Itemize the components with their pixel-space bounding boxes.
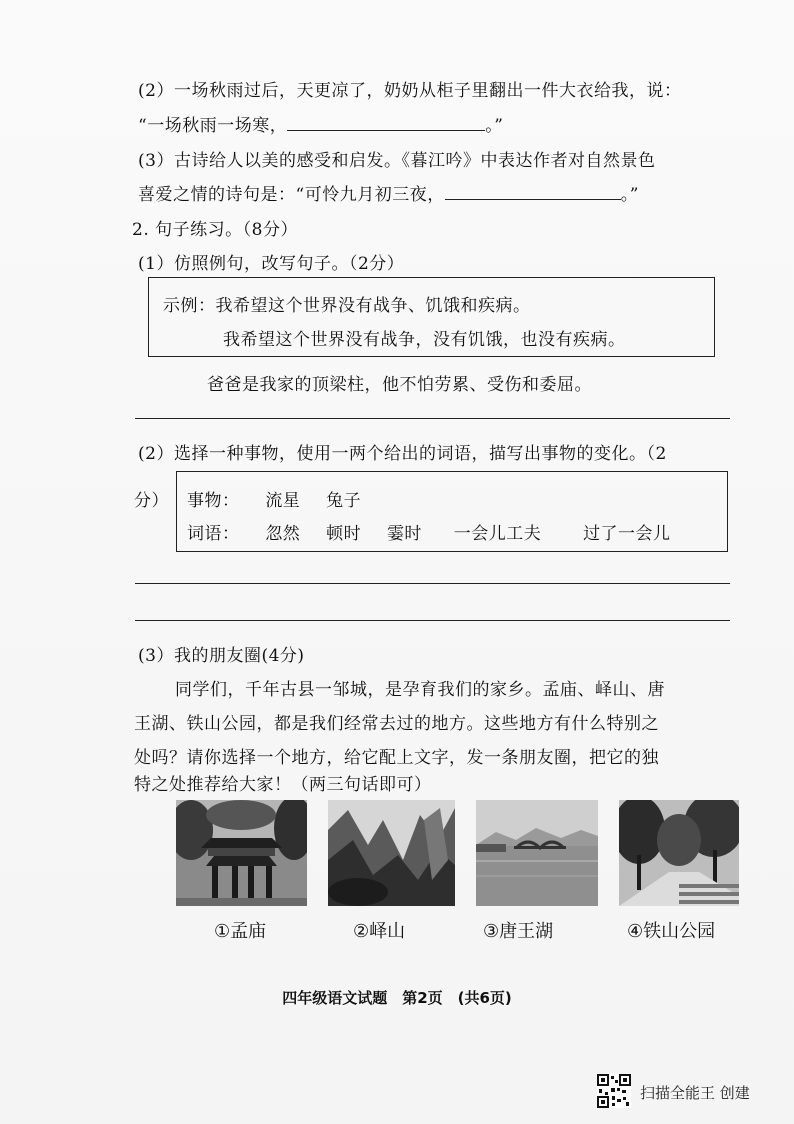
q2-sub2-instruction: (2）选择一种事物，使用一两个给出的词语，描写出事物的变化。（2 [138,444,667,464]
answer-blank-2[interactable] [445,185,621,200]
photo-tieshan-park [619,800,739,906]
q2-sub1-instruction: (1）仿照例句，改写句子。（2分） [138,254,405,274]
caption-tangwanghu: ③唐王湖 [483,921,554,942]
caption-yishan: ②峄山 [353,921,406,942]
answer-line-2[interactable] [135,583,730,584]
q1-item2-suffix: 。” [485,116,504,136]
para-line-2: 王湖、铁山公园，都是我们经常去过的地方。这些地方有什么特别之 [134,714,659,734]
scanner-watermark: 扫描全能王 创建 [640,1084,750,1102]
q2-sub3-instruction: (3）我的朋友圈(4分) [138,646,305,666]
word-1: 忽然 [265,524,301,544]
word-box [176,471,728,552]
word-3: 霎时 [386,524,422,544]
q1-item3-prefix: 喜爱之情的诗句是：“可怜九月初三夜， [138,185,445,205]
para-line-4: 特之处推荐给大家！（两三句话即可） [134,775,432,795]
page-footer: 四年级语文试题 第2页 (共6页) [282,989,512,1007]
photo-mengmiao [176,800,307,906]
words-label: 词语： [187,524,240,544]
answer-line-1[interactable] [135,418,730,419]
q1-item3-suffix: 。” [620,185,639,205]
answer-blank-1[interactable] [287,116,485,131]
rewrite-sentence: 爸爸是我家的顶梁柱，他不怕劳累、受伤和委屈。 [207,375,592,395]
words-row [187,519,671,544]
caption-tieshan-park: ④铁山公园 [627,921,716,942]
example-line-1: 示例：我希望这个世界没有战争、饥饿和疾病。 [163,296,531,316]
example-line-2: 我希望这个世界没有战争，没有饥饿，也没有疾病。 [223,330,626,350]
photo-yishan [328,800,455,906]
example-box [148,277,715,357]
things-row [187,486,361,511]
photo-tangwanghu [476,800,598,906]
word-4: 一会儿工夫 [453,524,542,544]
things-label: 事物： [187,491,240,511]
qr-code-icon [597,1074,631,1108]
word-2: 顿时 [326,524,362,544]
q2-sub2-points-tail: 分） [134,491,169,511]
answer-line-3[interactable] [135,620,730,621]
thing-meteor: 流星 [265,491,301,511]
q1-item2-line1: (2）一场秋雨过后，天更凉了，奶奶从柜子里翻出一件大衣给我，说： [138,81,682,101]
para-line-1: 同学们，千年古县一邹城，是孕育我们的家乡。孟庙、峄山、唐 [175,680,665,700]
word-5: 过了一会儿 [583,524,671,544]
caption-mengmiao: ①孟庙 [214,921,267,942]
q1-item2-prefix: “一场秋雨一场寒， [138,116,288,136]
q1-item2-line2 [138,111,503,136]
q2-heading: 2. 句子练习。（8分） [132,220,298,240]
thing-rabbit: 兔子 [326,491,362,511]
para-line-3: 处吗？请你选择一个地方，给它配上文字，发一条朋友圈，把它的独 [134,748,659,768]
q1-item3-line1: (3）古诗给人以美的感受和启发。《暮江吟》中表达作者对自然景色 [138,151,656,171]
q1-item3-line2 [138,180,639,205]
